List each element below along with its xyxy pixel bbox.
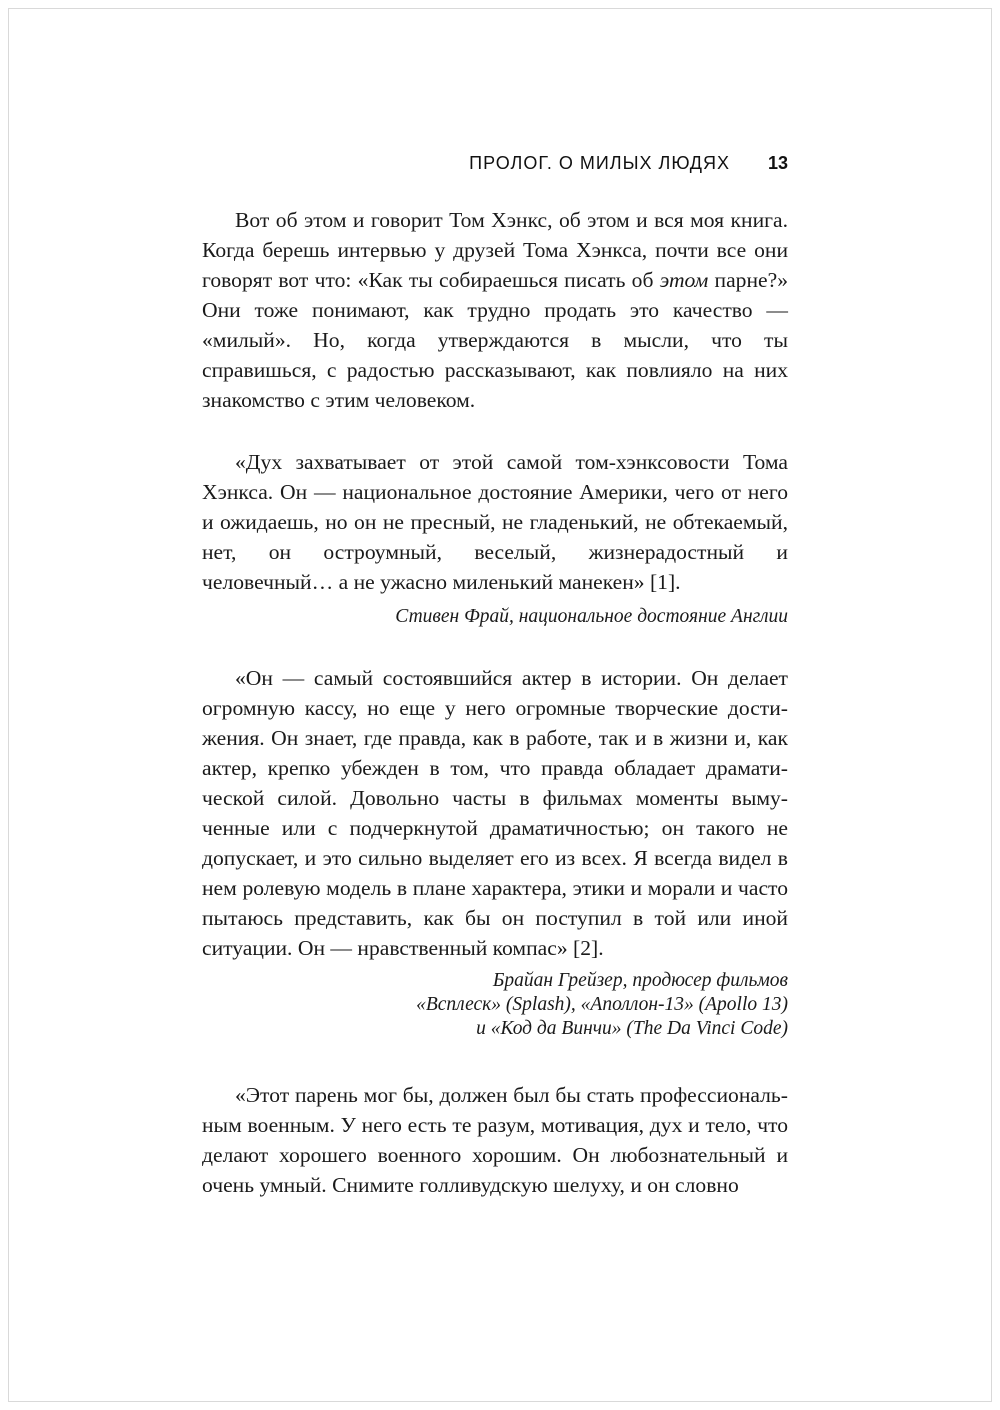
page-number: 13 bbox=[767, 153, 788, 173]
intro-paragraph bbox=[202, 205, 788, 415]
attribution-grazer bbox=[300, 969, 788, 1041]
quote-military bbox=[202, 1080, 788, 1200]
intro-text-part2: парне?» Они тоже понимают, как трудно продать это качество — «милый». Но, когда утверждаются в мысли, что ты справишься, с радостью рассказывают, как повлияло на них знакомство с этим человеком. bbox=[202, 268, 788, 412]
quote-grazer bbox=[202, 663, 788, 963]
intro-emphasis: этом bbox=[659, 268, 709, 292]
running-header bbox=[400, 153, 788, 174]
attribution-line: Стивен Фрай, национальное достояние Англии bbox=[395, 606, 788, 627]
attribution-fry bbox=[300, 605, 788, 629]
attribution-line: Брайан Грейзер, продюсер фильмов bbox=[492, 970, 788, 991]
chapter-title: ПРОЛОГ. О МИЛЫХ ЛЮДЯХ bbox=[469, 153, 730, 173]
intro-text-part1: Вот об этом и говорит Том Хэнкс, об этом и вся моя книга. Когда берешь интервью у друзей Тома Хэнкса, почти все они говорят вот что: «Как ты собираешься писать об bbox=[202, 208, 788, 292]
quote-text: «Этот парень мог бы, должен был бы стать профессиональным военным. У него есть те разум, мотивация, дух и тело, что делают хорошего военного хорошим. Он любознательный и очень умный. Снимите голливудскую шелуху, и он словно bbox=[202, 1083, 788, 1197]
attribution-line: и «Код да Винчи» (The Da Vinci Code) bbox=[476, 1018, 788, 1039]
attribution-line: «Всплеск» (Splash), «Аполлон-13» (Apollo 13) bbox=[416, 994, 788, 1015]
quote-fry bbox=[202, 447, 788, 597]
quote-text: «Он — самый состоявшийся актер в истории. Он делает огромную кассу, но еще у него огромные творческие достижения. Он знает, где правда, как в работе, так и в жизни и, как актер, крепко убежден в том, что правда обладает драматической силой. Довольно часты в фильмах моменты вымученные или с подчеркнутой драматичностью; он такого не допускает, и это сильно выделяет его из всех. Я всегда видел в нем ролевую модель в плане характера, этики и морали и часто пытаюсь представить, как бы он поступил в той или иной ситуации. Он — нравственный компас» [2]. bbox=[202, 666, 788, 960]
quote-text: «Дух захватывает от этой самой том-хэнксовости Тома Хэнкса. Он — национальное достояние Америки, чего от него и ожидаешь, но он не пресный, не гладенький, не обтекаемый, нет, он остроумный, веселый, жизнерадостный и человечный… а не ужасно миленький манекен» [1]. bbox=[202, 450, 788, 594]
